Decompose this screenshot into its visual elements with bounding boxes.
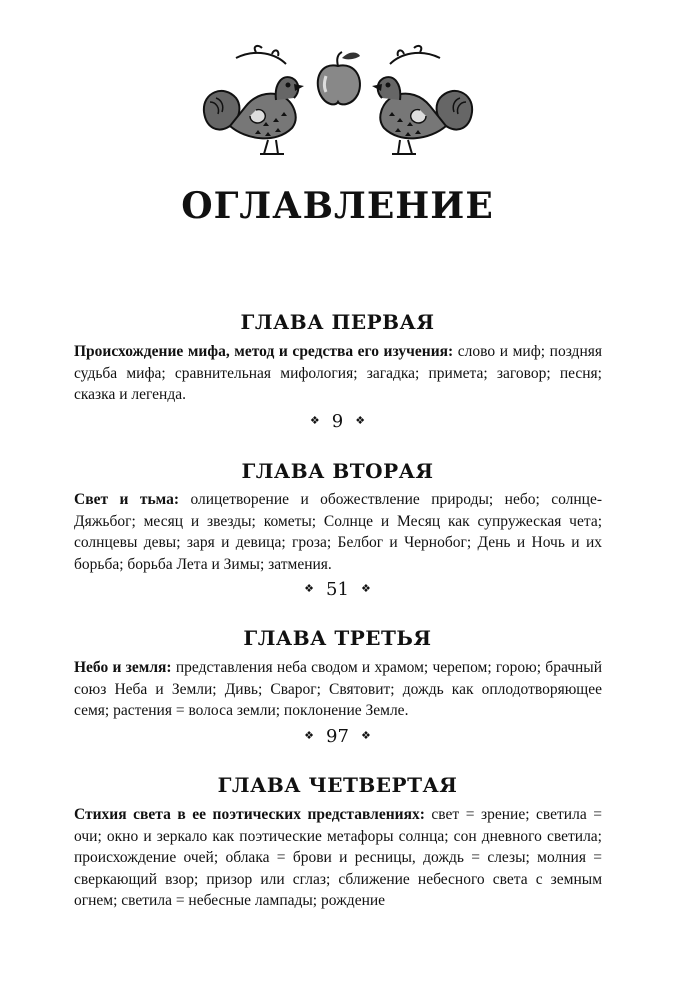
- chapter-text: олицетворение и обожествление природы; небо; солнце-Дяжьбог; месяц и звезды; кометы; Солнце и Месяц как супружеская чета; солнцевы девы; заря и девица; гроза; Белбог и Чернобог; День и Ночь и их борьба; борьба Лета и Зимы; затмения.: [74, 491, 602, 573]
- page-number: 51: [326, 579, 349, 600]
- chapter-summary: [74, 489, 602, 575]
- diamond-icon: ❖: [360, 729, 371, 742]
- chapter-page-number: [0, 409, 675, 434]
- diamond-icon: ❖: [304, 582, 315, 595]
- chapter-summary: [74, 657, 602, 722]
- page-number: 9: [331, 411, 344, 432]
- chapter-title: ГЛАВА ВТОРАЯ: [241, 459, 434, 483]
- chapter-lead: Стихия света в ее поэтических представлениях:: [74, 806, 425, 823]
- chapter-title: ГЛАВА ТРЕТЬЯ: [243, 626, 432, 650]
- chapter-lead: Небо и земля:: [74, 659, 172, 676]
- diamond-icon: ❖: [355, 414, 366, 427]
- diamond-icon: ❖: [309, 414, 320, 427]
- diamond-icon: ❖: [360, 582, 371, 595]
- chapter-page-number: [0, 724, 675, 749]
- chapter-lead: Происхождение мифа, метод и средства его изучения:: [74, 343, 454, 360]
- page-number: 97: [326, 726, 349, 747]
- chapter-summary: [74, 804, 602, 912]
- chapter-title: ГЛАВА ПЕРВАЯ: [240, 310, 435, 334]
- chapter-summary: [74, 341, 602, 406]
- chapter-page-number: [0, 577, 675, 602]
- chapter-text: свет = зрение; светила = очи; окно и зеркало как поэтические метафоры солнца; сон дневного светила; происхождение очей; облака = брови и ресницы, дождь = слезы; молния = сверкающий взор; призор или сглаз; сближение небесного света с земным огнем; светила = небесные лампады; рождение: [74, 806, 602, 909]
- chapter-lead: Свет и тьма:: [74, 491, 180, 508]
- page-title: ОГЛАВЛЕНИЕ: [181, 185, 494, 227]
- chapter-title: ГЛАВА ЧЕТВЕРТАЯ: [217, 773, 458, 797]
- birds-and-apple-ornament-icon: [196, 40, 480, 164]
- chapter-text: слово и миф; поздняя судьба мифа; сравнительная мифология; загадка; примета; заговор; песня; сказка и легенда.: [74, 343, 602, 403]
- chapter-text: представления неба сводом и храмом; черепом; горою; брачный союз Неба и Земли; Дивь; Сварог; Святовит; дождь как оплодотворяющее семя; растения = волоса земли; поклонение Земле.: [74, 659, 602, 719]
- diamond-icon: ❖: [304, 729, 315, 742]
